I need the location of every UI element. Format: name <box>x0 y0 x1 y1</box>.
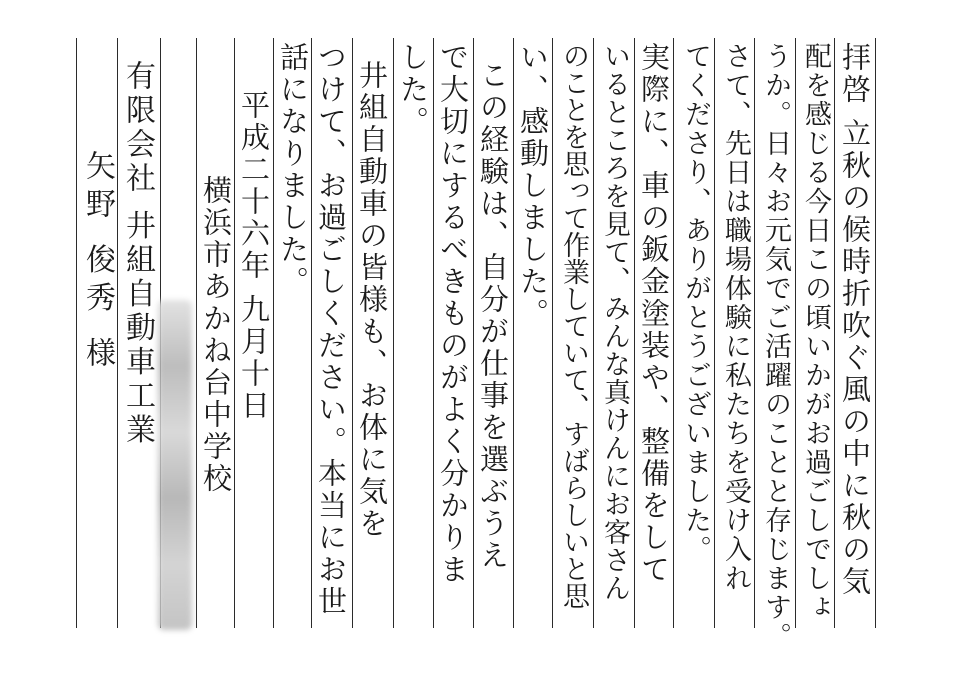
body-line: つけて、お過ごしください。本当にお世 <box>314 42 348 618</box>
body-line: 拝啓 立秋の候時折吹ぐ風の中に秋の気 <box>838 42 872 599</box>
ruled-line <box>393 38 394 628</box>
body-line: うか。日々お元気でご活躍のことと存じます。 <box>760 42 791 651</box>
body-line: てくださり、ありがとうございました。 <box>680 42 711 564</box>
ruled-line <box>117 38 118 628</box>
ruled-line <box>513 38 514 628</box>
ruled-line <box>795 38 796 628</box>
body-line: のことを思って作業していて、すばらしいと思 <box>558 42 589 609</box>
body-line: で大切にするべきものがよく分かりま <box>436 42 470 586</box>
body-line: 配を感じる今日この頃いかがお過ごしでしょ <box>800 42 831 622</box>
letter-date: 平成二十六年 九月十日 <box>237 90 271 423</box>
body-line: この経験は、自分が仕事を選ぶうえ <box>476 60 510 572</box>
ruled-line <box>234 38 235 628</box>
ruled-line <box>875 38 876 628</box>
body-line: い、感動しました。 <box>516 42 550 330</box>
recipient-company: 有限会社 井組自動車工業 <box>120 60 155 448</box>
body-line: いるところを見て、みんな真けんにお客さん <box>599 42 630 602</box>
body-line: さて、先日は職場体験に私たちを受け入れ <box>720 42 751 593</box>
body-line: 井組自動車の皆様も、お体に気を <box>355 60 389 540</box>
ruled-line <box>273 38 274 628</box>
ruled-line <box>754 38 755 628</box>
redacted-name <box>158 300 192 630</box>
ruled-line <box>552 38 553 628</box>
ruled-line <box>352 38 353 628</box>
ruled-line <box>196 38 197 628</box>
sender-school: 横浜市あかね台中学校 <box>199 175 233 495</box>
body-line: 話になりました。 <box>276 42 310 298</box>
ruled-line <box>634 38 635 628</box>
ruled-line <box>714 38 715 628</box>
ruled-line <box>311 38 312 628</box>
ruled-line <box>593 38 594 628</box>
body-line: 実際に、車の鈑金塗装や、整備をして <box>637 42 671 586</box>
ruled-line <box>433 38 434 628</box>
ruled-line <box>834 38 835 628</box>
ruled-line <box>76 38 77 628</box>
body-line: した。 <box>396 42 430 138</box>
ruled-line <box>673 38 674 628</box>
recipient-name: 矢野 俊秀 様 <box>80 150 115 376</box>
ruled-line <box>473 38 474 628</box>
